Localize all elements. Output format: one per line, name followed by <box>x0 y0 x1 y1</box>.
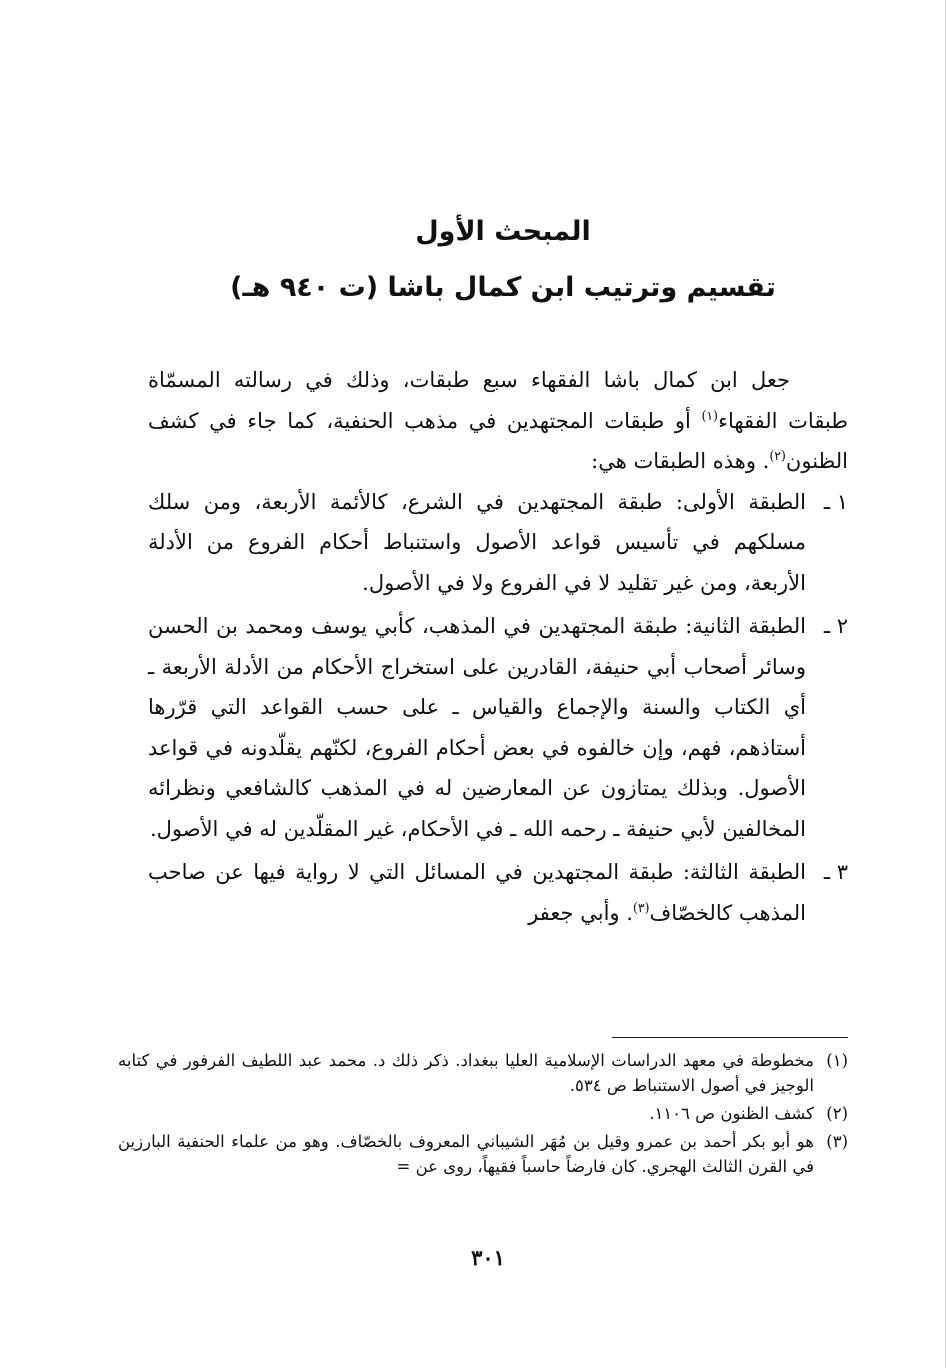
footnote-text: مخطوطة في معهد الدراسات الإسلامية العليا ببغداد. ذكر ذلك د. محمد عبد اللطيف الفرفور في كتابه الوجيز في أصول الاستنباط ص ٥٣٤. <box>118 1051 814 1095</box>
intro-text-b: أو طبقات المجتهدين في مذهب الحنفية، كما جاء في كشف الظنون <box>148 408 848 473</box>
section-title: المبحث الأول <box>415 216 591 247</box>
scan-edge-line <box>910 0 946 1368</box>
footnote-text: هو أبو بكر أحمد بن عمرو وقيل بن مُهَر الشيباني المعروف بالخصّاف. وهو من علماء الحنفية البارزين في القرن الثالث الهجري. كان فارضاً حاسباً فقيهاً، روى عن = <box>118 1132 814 1176</box>
footnote-number: (٢) <box>826 1104 848 1123</box>
footnote-3 <box>118 1129 848 1179</box>
footnote-divider <box>612 1037 848 1038</box>
list-item-number: ٣ ـ <box>823 860 848 884</box>
section-subtitle: تقسيم وترتيب ابن كمال باشا (ت ٩٤٠ هـ) <box>230 272 776 303</box>
footnote-1 <box>118 1048 848 1098</box>
page-number: ٣٠١ <box>471 1245 505 1270</box>
footnote-number: (٣) <box>826 1132 848 1151</box>
footnote-2 <box>118 1101 848 1126</box>
list-item-number: ١ ـ <box>823 489 848 514</box>
list-item-text: الطبقة الأولى: طبقة المجتهدين في الشرع، كالأئمة الأربعة، ومن سلك مسلكهم في تأسيس قواعد الأصول واستنباط أحكام الفروع من الأدلة الأربعة، ومن غير تقليد لا في الفروع ولا في الأصول. <box>148 489 806 595</box>
footnote-text: كشف الظنون ص ١١٠٦. <box>649 1104 814 1123</box>
footnote-ref-1: (١) <box>701 407 719 423</box>
footnote-ref-2: (٢) <box>769 448 786 463</box>
footnote-number: (١) <box>826 1051 848 1070</box>
list-item-number: ٢ ـ <box>823 614 848 638</box>
intro-paragraph <box>148 360 848 482</box>
list-item-text-b: . وأبي جعفر <box>528 900 633 925</box>
list-item-1 <box>148 482 848 604</box>
list-item-2 <box>148 606 848 849</box>
list-item-text: الطبقة الثانية: طبقة المجتهدين في المذهب، كأبي يوسف ومحمد بن الحسن وسائر أصحاب أبي حنيفة، القادرين على استخراج الأحكام من الأدلة الأربعة ـ أي الكتاب والسنة والإجماع والقياس ـ على حسب القواعد التي قرّرها أستاذهم، فهم، وإن خالفوه في بعض أحكام الفروع، لكنّهم يقلّدونه في قواعد الأصول. وبذلك يمتازون عن المعارضين له في المذهب كالشافعي ونظرائه المخالفين لأبي حنيفة ـ رحمه الله ـ في الأحكام، غير المقلّدين له في الأصول. <box>148 614 806 841</box>
list-item-3 <box>148 852 848 933</box>
intro-text-a: جعل ابن كمال باشا الفقهاء سبع طبقات، وذلك في رسالته المسمّاة طبقات الفقهاء <box>148 368 848 433</box>
footnote-ref-3: (٣) <box>632 899 650 915</box>
main-text <box>148 360 848 933</box>
footnotes <box>118 1048 848 1182</box>
intro-text-c: . وهذه الطبقات هي: <box>591 449 770 473</box>
list-item-text-a: الطبقة الثالثة: طبقة المجتهدين في المسائل التي لا رواية فيها عن صاحب المذهب كالخصّاف <box>148 860 806 925</box>
